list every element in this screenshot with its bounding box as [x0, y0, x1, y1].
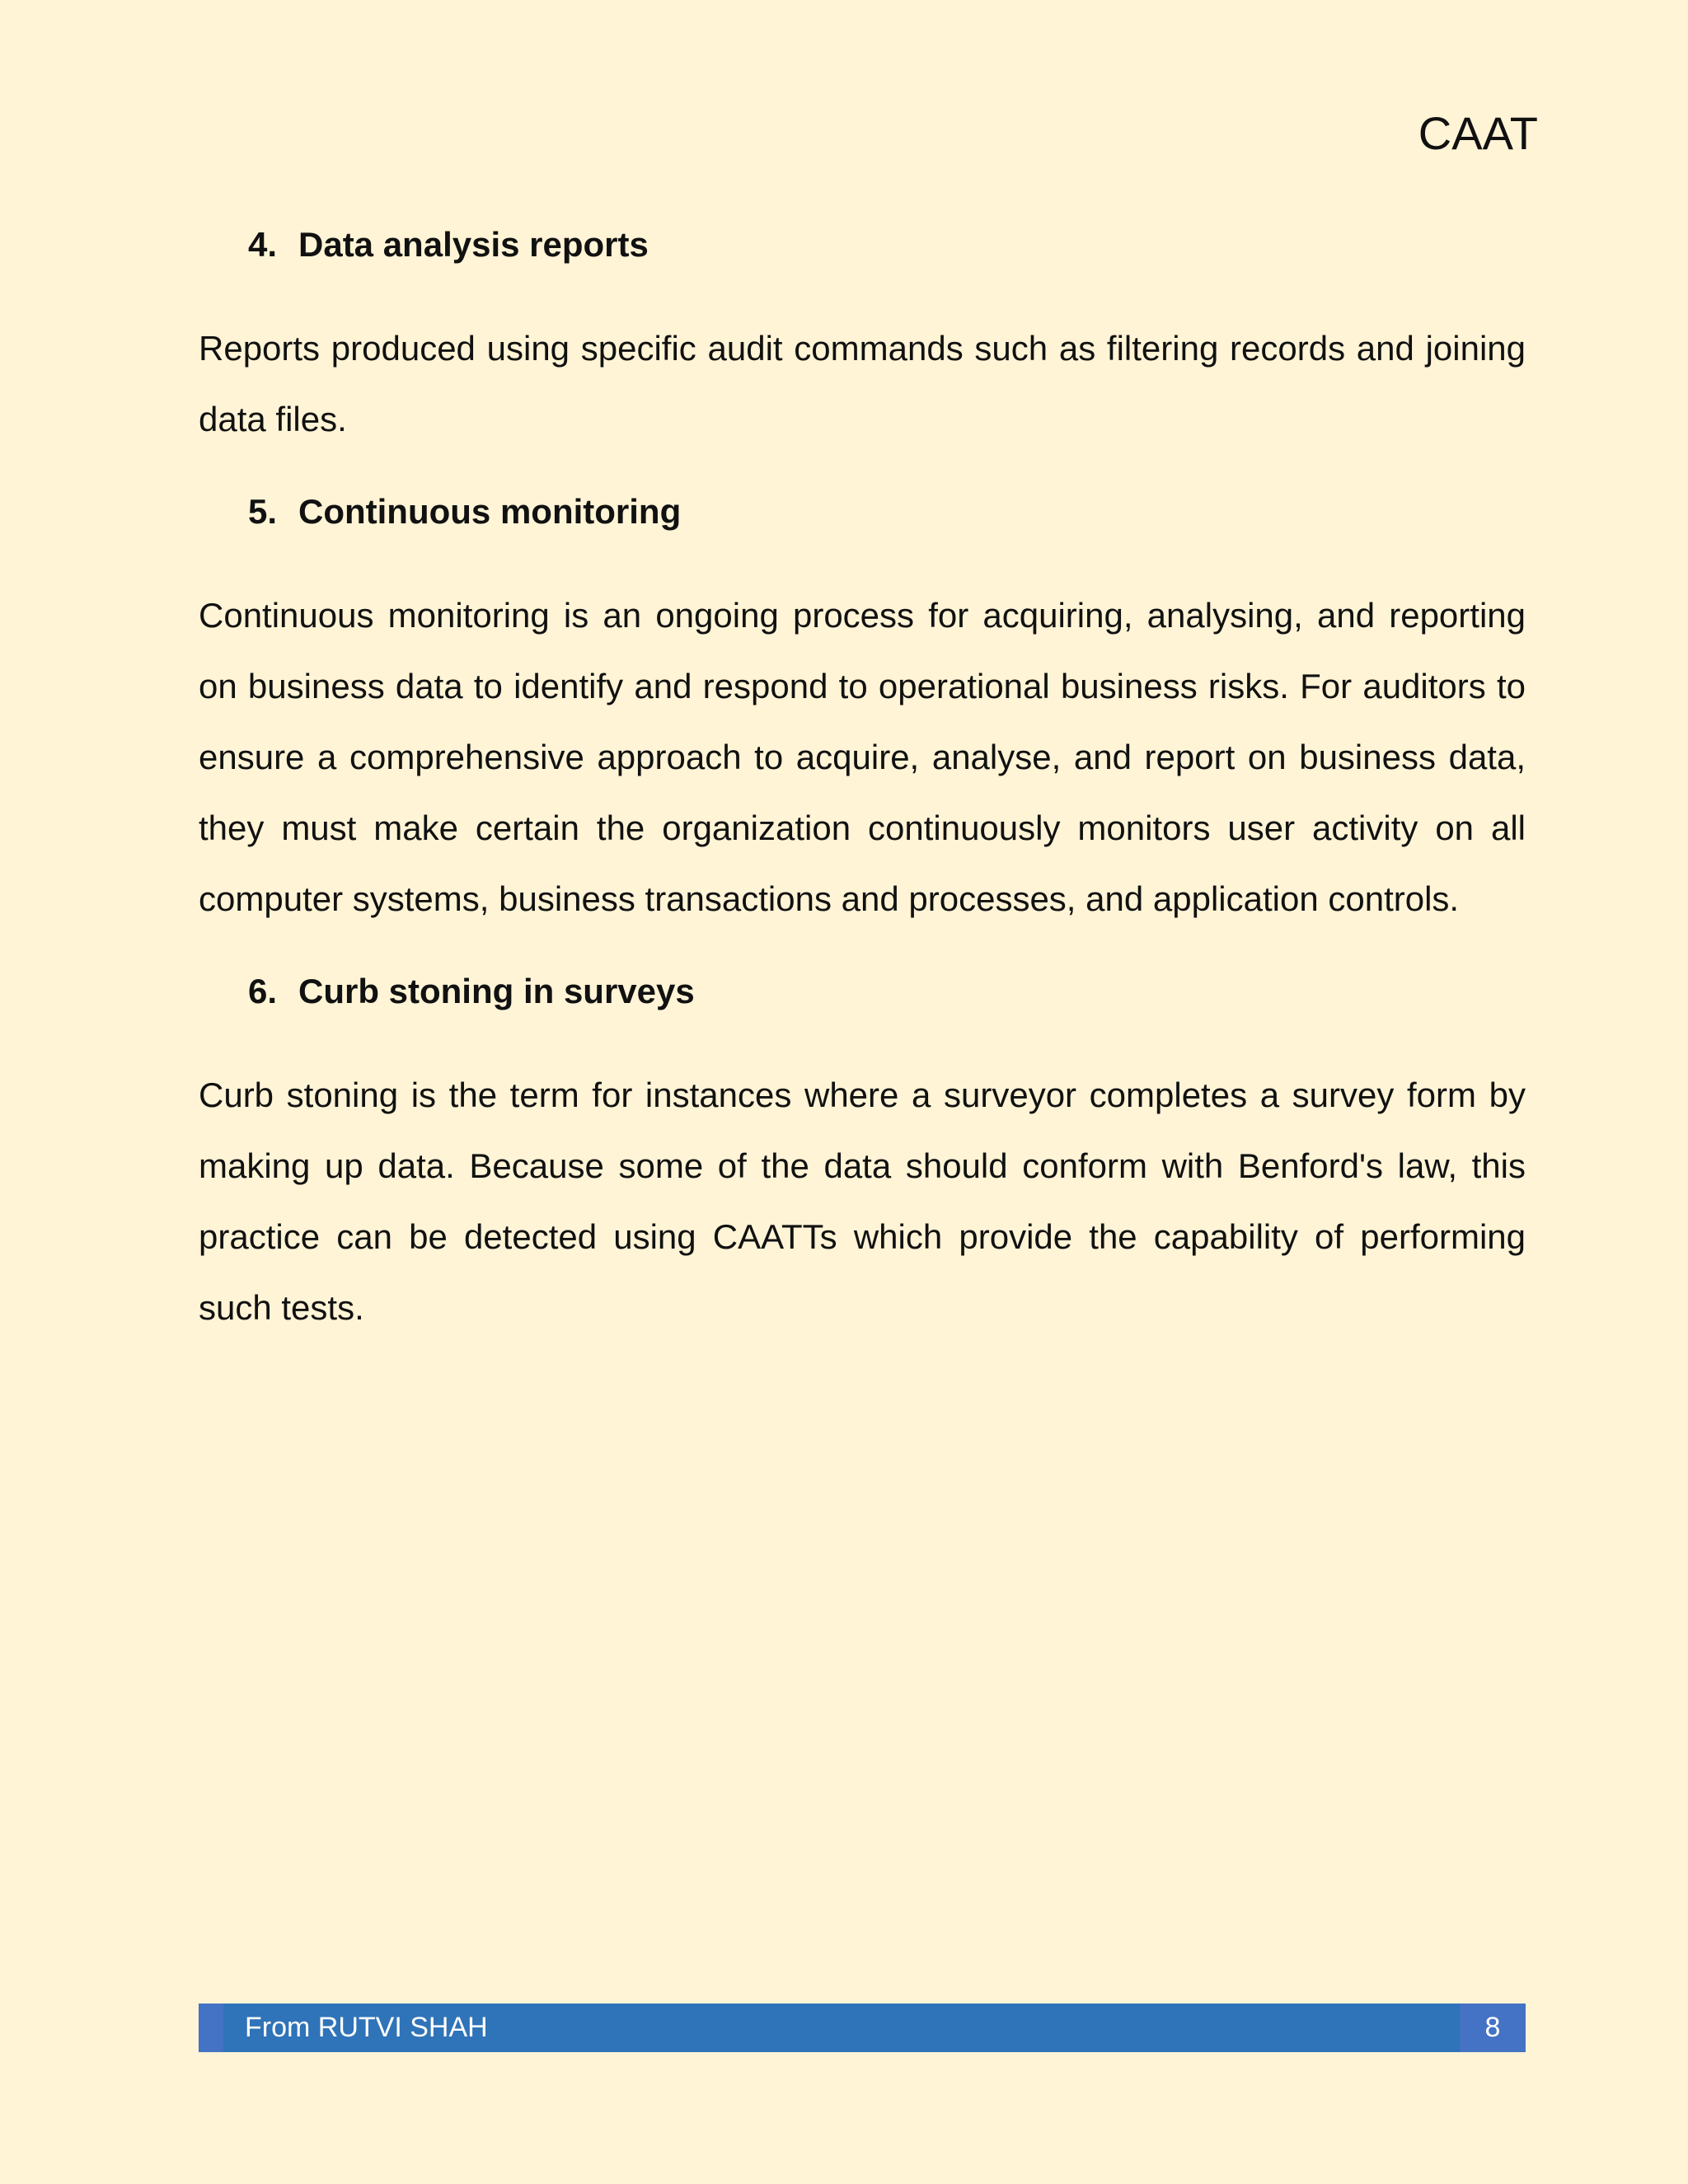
section-number: 6.	[248, 972, 278, 1010]
footer-author: From RUTVI SHAH	[245, 2012, 488, 2043]
section-title: Data analysis reports	[298, 225, 649, 264]
section-paragraph-continuous-monitoring: Continuous monitoring is an ongoing process for acquiring, analysing, and reporting on business data to identify and respond to operational business risks. For auditors to ensure a comprehensive approach to acquire, analyse, and report on business data, they must make certain the organization continuously monitors user activity on all computer systems, business transactions and processes, and application controls.	[199, 596, 1526, 918]
section-heading-curb-stoning	[199, 963, 1526, 1020]
section-title: Curb stoning in surveys	[298, 972, 695, 1010]
page-header-title: CAAT	[1418, 107, 1538, 159]
footer-accent	[199, 2004, 223, 2052]
section-heading-data-analysis-reports	[199, 216, 1526, 274]
footer-page-number: 8	[1460, 2004, 1526, 2052]
document-body	[199, 216, 1526, 1371]
section-number: 5.	[248, 492, 278, 531]
section-heading-continuous-monitoring	[199, 483, 1526, 541]
section-title: Continuous monitoring	[298, 492, 682, 531]
section-number: 4.	[248, 225, 278, 264]
section-paragraph-data-analysis-reports: Reports produced using specific audit commands such as filtering records and joining data files.	[199, 329, 1526, 438]
section-paragraph-curb-stoning: Curb stoning is the term for instances where a surveyor completes a survey form by making up data. Because some of the data should conform with Benford's law, this practice can be detected using CAATTs which provide the capability of performing such tests.	[199, 1076, 1526, 1327]
page-footer	[199, 2004, 1526, 2052]
